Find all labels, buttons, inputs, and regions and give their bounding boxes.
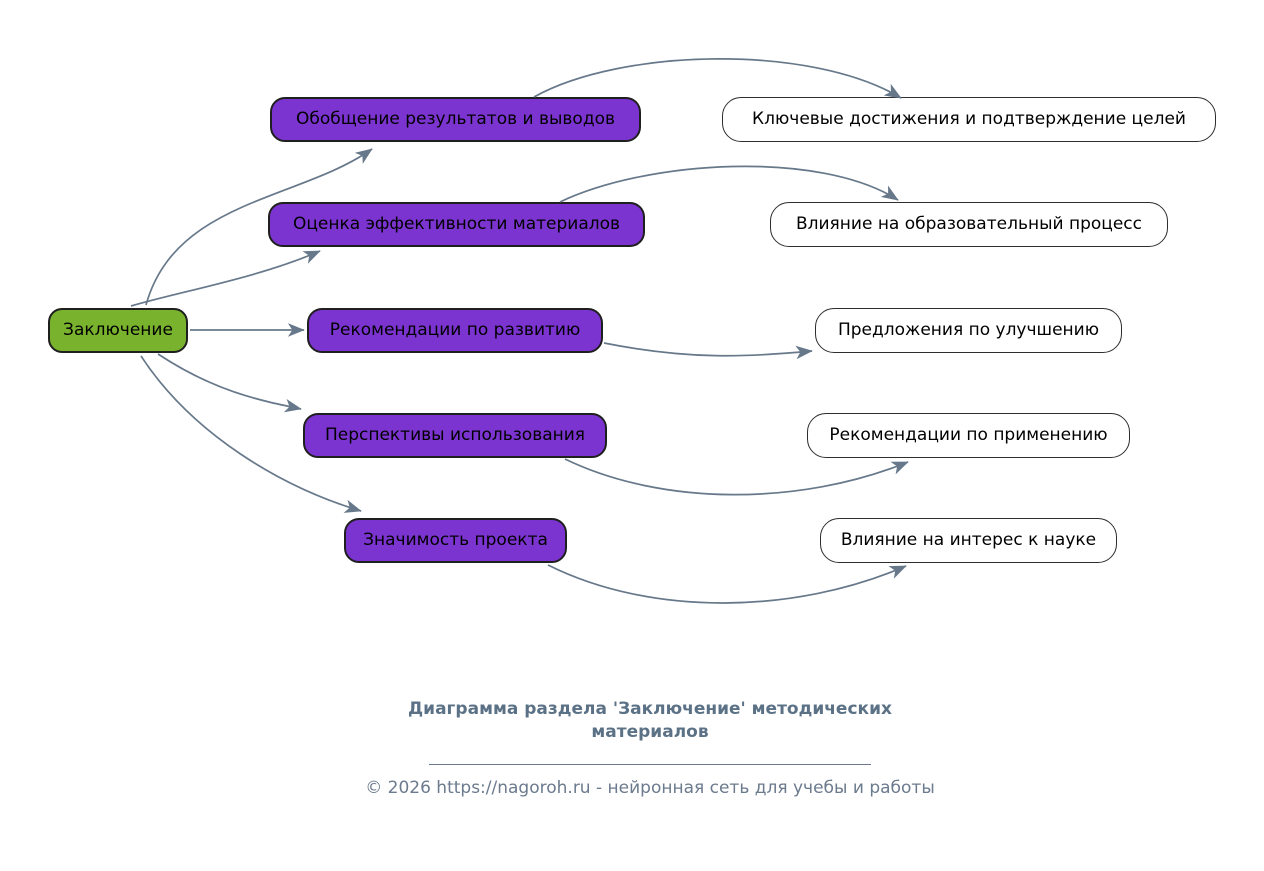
leaf-node-4: Рекомендации по применению [807, 413, 1130, 458]
branch-node-3: Рекомендации по развитию [307, 308, 603, 353]
root-node: Заключение [48, 308, 188, 353]
caption-divider [429, 764, 871, 765]
branch-node-5: Значимость проекта [344, 518, 567, 563]
footer [330, 698, 970, 798]
branch-node-2: Оценка эффективности материалов [268, 202, 645, 247]
copyright-text: © 2026 https://nagoroh.ru - нейронная сеть для учебы и работы [365, 777, 935, 798]
leaf-node-1: Ключевые достижения и подтверждение целей [722, 97, 1216, 142]
leaf-node-5: Влияние на интерес к науке [820, 518, 1117, 563]
branch-node-1: Обобщение результатов и выводов [270, 97, 641, 142]
leaf-node-3: Предложения по улучшению [815, 308, 1122, 353]
edge-root-to-branch-2 [131, 251, 320, 306]
edge-branch-3-to-leaf-3 [604, 343, 812, 356]
branch-node-4: Перспективы использования [303, 413, 607, 458]
edge-branch-4-to-leaf-4 [565, 459, 908, 495]
leaf-node-2: Влияние на образовательный процесс [770, 202, 1168, 247]
edge-root-to-branch-4 [158, 354, 301, 409]
edge-branch-1-to-leaf-1 [534, 59, 901, 98]
diagram-caption: Диаграмма раздела 'Заключение' методических материалов [408, 699, 892, 742]
edge-branch-5-to-leaf-5 [548, 565, 906, 603]
edge-branch-2-to-leaf-2 [560, 166, 898, 202]
